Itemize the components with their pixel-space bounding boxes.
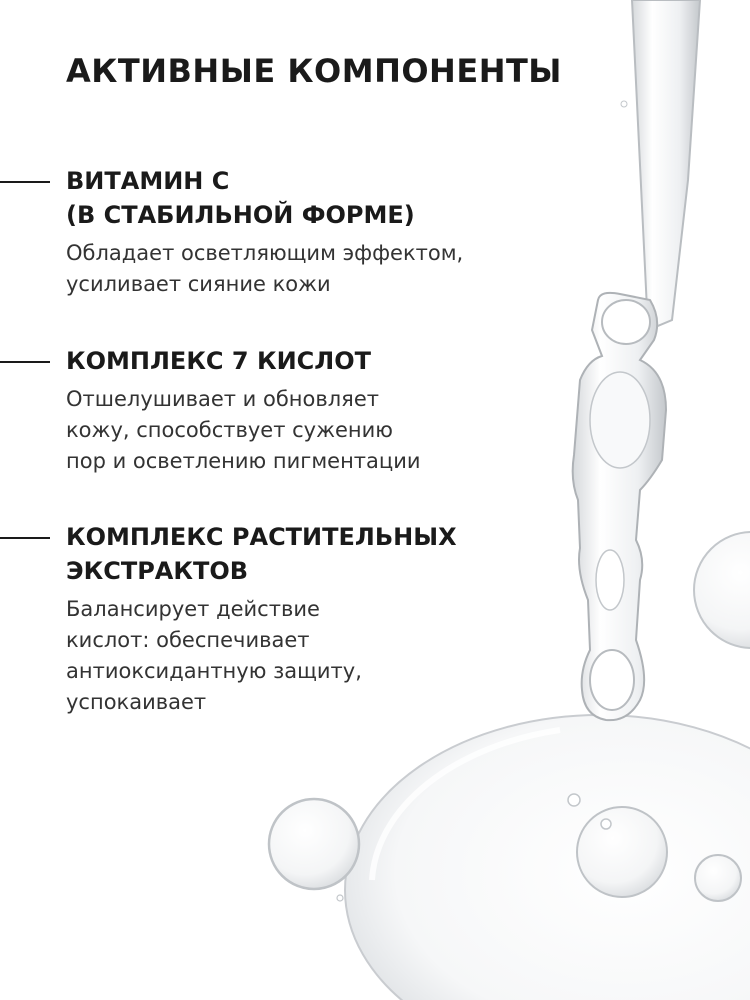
divider-line bbox=[0, 361, 50, 363]
divider-line bbox=[0, 181, 50, 183]
ingredient-item-acids bbox=[0, 344, 540, 477]
inner-bubble bbox=[568, 794, 580, 806]
inner-bubble bbox=[601, 819, 611, 829]
ingredient-heading: КОМПЛЕКС РАСТИТЕЛЬНЫХ ЭКСТРАКТОВ bbox=[66, 523, 457, 585]
ingredient-item-extracts bbox=[0, 520, 540, 718]
pipette bbox=[573, 0, 700, 720]
ingredient-item-vitamin-c bbox=[0, 164, 540, 300]
serum-bubble bbox=[269, 799, 359, 889]
divider-line bbox=[0, 537, 50, 539]
ingredient-heading: КОМПЛЕКС 7 КИСЛОТ bbox=[66, 347, 371, 375]
ingredient-description: Балансирует действие кислот: обеспечивает антиоксидантную защиту, успокаивает bbox=[66, 597, 362, 714]
serum-bubble-small bbox=[337, 895, 343, 901]
ingredient-description: Отшелушивает и обновляет кожу, способствует сужению пор и осветлению пигментации bbox=[66, 387, 421, 473]
inner-bubble bbox=[695, 855, 741, 901]
inner-bubble bbox=[577, 807, 667, 897]
ingredient-heading: ВИТАМИН С (В СТАБИЛЬНОЙ ФОРМЕ) bbox=[66, 167, 415, 229]
large-serum-bubble bbox=[345, 715, 750, 1000]
page-title: АКТИВНЫЕ КОМПОНЕНТЫ bbox=[66, 52, 562, 90]
serum-bubble-edge bbox=[694, 532, 750, 648]
ingredient-description: Обладает осветляющим эффектом, усиливает сияние кожи bbox=[66, 241, 464, 296]
